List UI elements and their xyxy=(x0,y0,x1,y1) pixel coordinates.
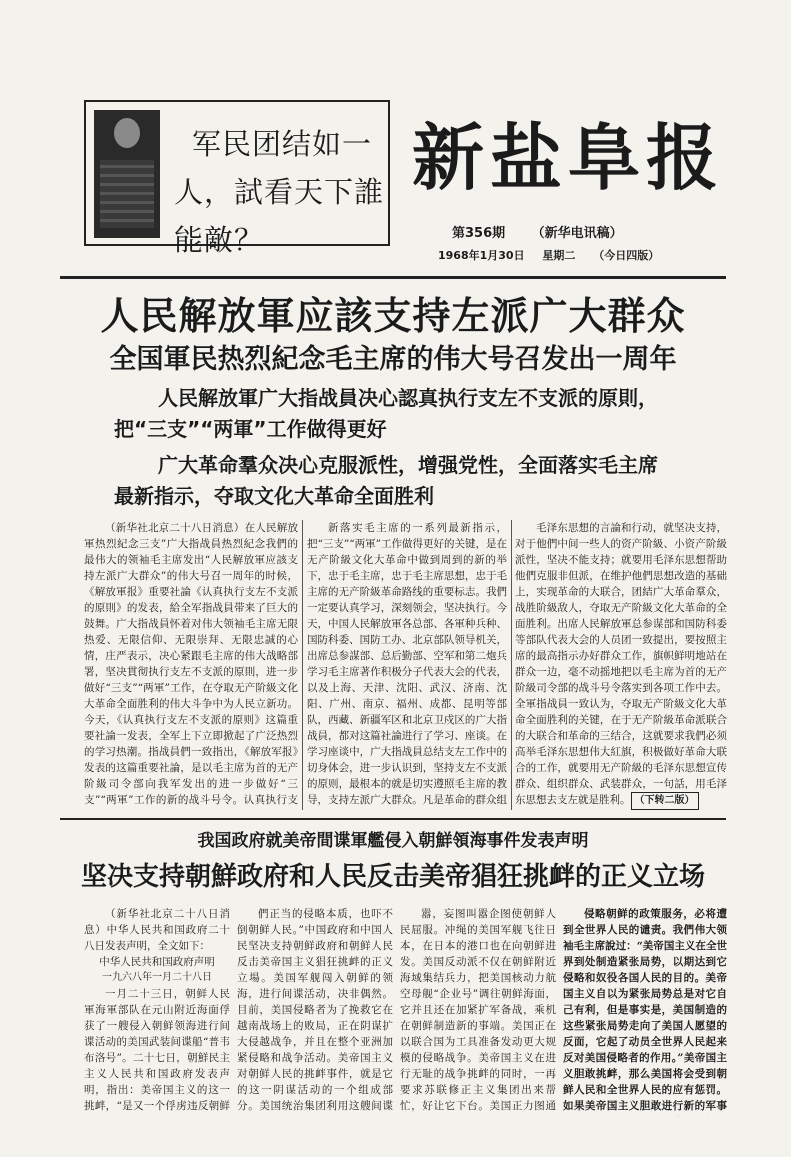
issue-number: 第356期 xyxy=(452,226,506,241)
second-story-headline: 坚决支持朝鮮政府和人民反击美帝猖狂挑衅的正义立场 xyxy=(80,862,705,892)
issue-info xyxy=(452,222,645,241)
continued-marker: （下转二版） xyxy=(631,792,699,810)
article-paragraph: 們正当的侵略本质，也吓不倒朝鲜人民。”中国政府和中国人民坚决支持朝鲜政府和朝鲜人民反击美帝国主义猖狂挑衅的正义立場。美国军舰闯入朝鲜的领海，进行间谍活动，决非偶然。目前，美国侵略者为了挽救它在越南战场上的败局，正在阴谋扩大侵越战争，并且在整个亚洲加紧侵略和战争活动。美帝国主义对朝鲜人民的挑衅事件，就是它的这一阴谋活动的一个组成部分。美国统治集团利用这艘间谍 xyxy=(237,908,393,1112)
second-article-column xyxy=(84,906,230,1116)
article-paragraph-text: 毛泽东思想的言論和行动，就坚决支持，对于他們中间一些人的资产阶級、小资产阶級派性，坚决不能支持；就要用毛泽东思想帮助他們克服非但派，在维护他們思想改造的基础上，实现革命的大联合，团結广大革命羣众，战胜阶級敌人，夺取无产阶級文化大革命的全面胜利。出席人民解放軍总参谋部和国防科委等部队代表大会的人员团一致提出，要按照主席的最高指示办好群众工作，旗帜鲜明地站在群众一边，毫不动摇地把以毛主席为首的无产阶級司令部的战斗号令落实到各项工作中去。全軍指战員一致认为，夺取无产阶級文化大革命全面胜利的关键，在于无产阶級革命派联合的大联合和革命的三结合，这就要求我們必须高举毛泽东思想伟大紅旗，积极做好革命大联合的工作，就要用无产阶級的毛泽东思想宣传群众、组织群众、武装群众，一句話，用毛泽东思想去支左就是胜利。 xyxy=(515,522,727,806)
issue-date: 1968年1月30日 xyxy=(438,249,525,262)
lead-subheadline: 全国軍民热烈紀念毛主席的伟大号召发出一周年 xyxy=(109,344,677,375)
quote-line: 能敵？ xyxy=(174,223,265,257)
portrait-head-shape xyxy=(114,118,140,148)
second-article-column xyxy=(237,906,393,1116)
portrait-banner-shape xyxy=(100,160,154,228)
masthead-quote-box xyxy=(84,100,390,257)
column-divider xyxy=(302,520,303,810)
statement-date: 一九六八年一月二十八日 xyxy=(102,972,212,983)
dateline: （新华社北京二十八日消息）中华人民共和国政府二十八日发表声明，全文如下： xyxy=(84,908,230,952)
edition-note: （新华电讯稿） xyxy=(531,226,623,241)
column-divider xyxy=(511,520,512,810)
chairman-portrait-image xyxy=(94,110,160,238)
second-article-column xyxy=(400,906,556,1116)
article-paragraph: 嚣，妄图叫嚣企图使朝鲜人民屈服。冲绳的美国军舰飞往日本，在日本的港口也在向朝鲜进发。美国反动派不仅在朝鲜附近海域集结兵力，把美国核动力航空母舰“企业号”调往朝鲜海面，它并且还在加紧扩军备战，乘机在朝鲜制造新的事端。美国正在以联合国为工具准备发动更大规模的侵略战争。美帝国主义在进行无耻的战争挑衅的同时，一再要求苏联修正主义集团出来帮忙，好让它下台。美国正力图通 xyxy=(400,908,556,1112)
article-paragraph: （新华社北京二十八日消息）在人民解放軍热烈紀念三支”广大指战員热烈紀念我們的最伟大的领袖毛主席发出“人民解放軍应該支持左派广大群众”的伟大号召一周年的时候，《解放軍报》重要社論《认真执行支左不支派的原則》的发表，給全军指战員带来了巨大的鼓舞。广大指战員怀着对伟大领袖毛主席无限热爱、无限信仰、无限崇拜、无限忠誠的心情，庄严表示，决心紧跟毛主席的伟大战略部署，坚决貫彻执行支左不支派的原則，进一步做好“三支”“两軍”工作，在夺取无产阶級文化大革命全面胜利的伟大斗争中为人民立新功。今天，《认真执行支左不支派的原则》这篇重要社論一发表，全军上下立即掀起了广泛热烈的学习热潮。指战員們一致指出，《解放军报》发表的这篇重要社論，是以毛主席为首的无产阶級司令部向我军发出的进一步做好“三支”“两軍”工作的新的战斗号令。认真执行支 xyxy=(84,522,298,806)
date-info xyxy=(438,247,673,263)
article-paragraph: 侵略朝鲜的政策服务，必将遭到全世界人民的谴责。我們伟大领袖毛主席說过：“美帝国主义在全世界到处制造紧张局势，以期达到它侵略和奴役各国人民的目的。美帝国主义自以为紧张局势总是对它自己有利，但是事实是，美国制造的这些紧张局势走向了美国人愿望的反面，它起了动员全世界人民起来反对美国侵略者的作用。”美帝国主义胆敢挑衅，那么美国将会受到朝鲜人民和全世界人民的应有惩罚。如果美帝国主义胆敢进行新的军事 xyxy=(563,908,727,1112)
page-count: （今日四版） xyxy=(593,249,660,262)
masthead-divider xyxy=(60,276,726,279)
lead-article-column xyxy=(307,520,507,810)
statement-title: 中华人民共和国政府声明 xyxy=(99,956,215,968)
lead-headline: 人民解放軍应該支持左派广大群众 xyxy=(100,294,686,338)
second-story-kicker: 我国政府就美帝間谍軍艦侵入朝鮮領海事件发表声明 xyxy=(197,831,589,851)
lead-article-column xyxy=(515,520,727,810)
article-paragraph: 一月二十三日，朝鲜人民軍海軍部队在元山附近海面俘获了一艘侵入朝鲜领海进行间谍活动的美国武装间谍船“普韦布洛号”。二十七日，朝鮮民主主义人民共和国政府发表声明，指出：美帝国主义的这一挑衅，“是又一个俘虏违反朝鲜 xyxy=(84,988,230,1112)
section-divider xyxy=(60,818,726,820)
quote-line: 军民团结如一 xyxy=(192,127,373,161)
lead-deck-line: 最新指示，夺取文化大革命全面胜利 xyxy=(114,484,434,508)
lead-deck-line: 人民解放軍广大指战員决心認真执行支左不支派的原則， xyxy=(158,386,658,410)
issue-weekday: 星期二 xyxy=(542,249,576,262)
lead-deck-line: 广大革命羣众决心克服派性，增强党性，全面落实毛主席 xyxy=(158,453,658,477)
article-paragraph: 新落实毛主席的一系列最新指示，把“三支”“两軍”工作做得更好的关键，是在无产阶級文化大革命中做到周到的新的举下，忠于毛主席，忠于毛主席思想，忠于毛主席的无产阶級革命路线的重要标志。我們一定要认真学习，深刻领会，坚决执行。今天，中国人民解放軍各总部、各軍种兵种、国防科委、国防工办、北京部队领导机关，出席总参謀部、总后勤部、空军和第二炮兵学习毛主席著作积极分子代表大会的代表，以及上海、天津、沈阳、武汉、济南、沈阳、广州、南京、福州、成都、昆明等部队，西藏、新疆军区和北京卫戍区的广大指战員，都对这篇社論进行了学习、座谈。在学习座谈中，广大指战員总结支左工作中的切身体会，进一步认识到，坚持支左不支派的原则，最根本的就是切实遵照毛主席的教导，支持左派广大群众。凡是革命的群众组 xyxy=(307,522,507,806)
second-article-column xyxy=(563,906,727,1116)
lead-article-column xyxy=(84,520,298,810)
quote-line: 人，試看天下誰 xyxy=(174,175,385,209)
lead-deck-line: 把“三支”“两軍”工作做得更好 xyxy=(114,417,387,441)
newspaper-title: 新盐阜报 xyxy=(412,116,725,200)
masthead-quote xyxy=(174,120,384,264)
article-paragraph xyxy=(515,520,727,810)
